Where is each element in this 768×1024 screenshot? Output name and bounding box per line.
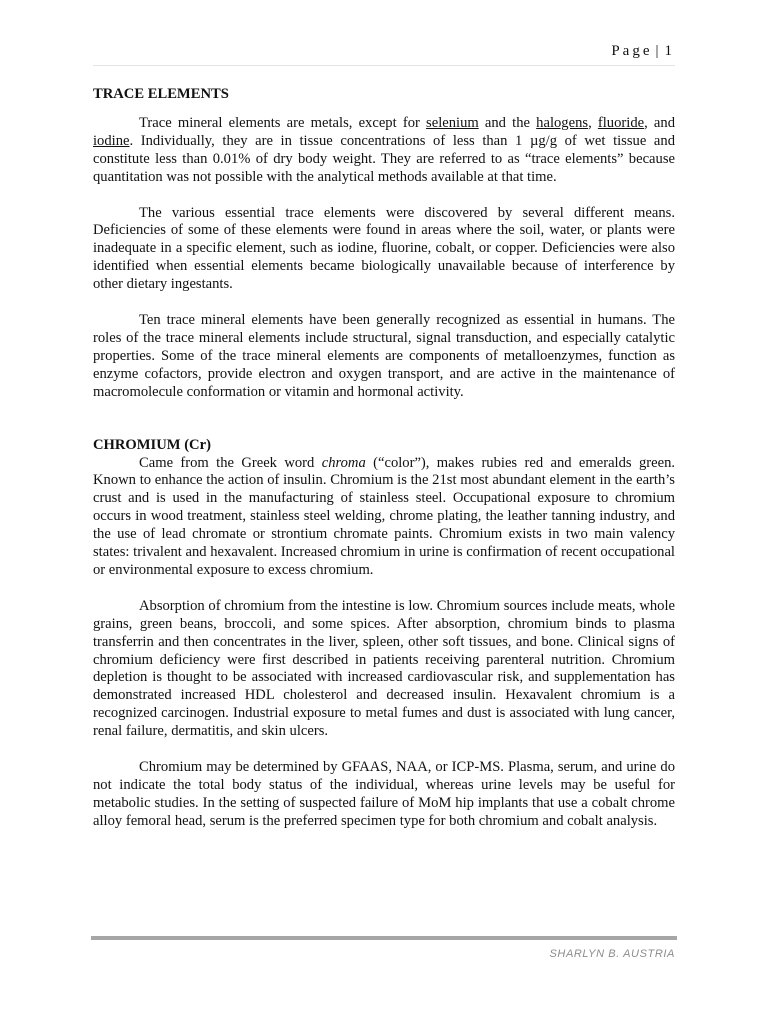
- text-run: Came from the Greek word: [139, 454, 322, 471]
- section-gap: [93, 402, 675, 437]
- page-number: 1: [664, 43, 675, 59]
- link-fluoride[interactable]: fluoride: [597, 114, 645, 131]
- text-run: . Individually, they are in tissue concentrations of less than 1 µg/g of wet tissue and constitute less than 0.01% of dry body weight. They are referred to as “trace elements” because quantitation was not possible with the analytical methods available at that time.: [93, 132, 675, 185]
- text-run: ,: [588, 114, 598, 131]
- paragraph-discovery: The various essential trace elements were discovered by several different means. Deficiencies of some of these elements were found in areas where the soil, water, or plants were inadequate in a specific element, such as iodine, fluorine, cobalt, or copper. Deficiencies were also identified when essential elements became biologically unavailable because of interference by other dietary ingestants.: [93, 204, 675, 293]
- text-run: (“color”), makes rubies red and emeralds green. Known to enhance the action of insulin. Chromium is the 21st most abundant element in the earth’s crust and is used in the manufacturing of stainless steel. Occupational exposure to chromium occurs in wood treatment, stainless steel welding, chrome plating, the leather tanning industry, and the use of lead chromate or strontium chromate paints. Chromium exists in two main valency states: trivalent and hexavalent. Increased chromium in urine is confirmation of recent occupational or environmental exposure to excess chromium.: [93, 454, 676, 578]
- text-run: Trace mineral elements are metals, except for: [139, 114, 427, 131]
- footer-divider: [91, 936, 677, 940]
- link-halogens[interactable]: halogens: [536, 114, 589, 131]
- text-run: and the: [478, 114, 537, 131]
- paragraph-gap: [93, 741, 675, 759]
- italic-term-chroma: chroma: [321, 454, 366, 471]
- paragraph-chromium-analysis: Chromium may be determined by GFAAS, NAA, or ICP-MS. Plasma, serum, and urine do not indicate the total body status of the individual, whereas urine levels may be useful for metabolic studies. In the setting of suspected failure of MoM hip implants that use a cobalt chrome alloy femoral head, serum is the preferred specimen type for both chromium and cobalt analysis.: [93, 759, 675, 829]
- paragraph-chromium-origin: [93, 455, 675, 580]
- header-separator: |: [655, 43, 662, 59]
- paragraph-chromium-absorption: Absorption of chromium from the intestine is low. Chromium sources include meats, whole grains, green beans, broccoli, and some spices. After absorption, chromium binds to plasma transferrin and then concentrates in the liver, spleen, other soft tissues, and bone. Clinical signs of chromium deficiency were first described in patients receiving parenteral nutrition. Chromium depletion is thought to be associated with increased cardiovascular risk, and supplementation has demonstrated increased HDL cholesterol and decreased insulin. Hexavalent chromium is a recognized carcinogen. Industrial exposure to metal fumes and dust is associated with lung cancer, renal failure, dermatitis, and skin ulcers.: [93, 597, 675, 740]
- page-header: [93, 43, 675, 66]
- text-run: , and: [644, 114, 675, 131]
- page-label: Page: [611, 43, 653, 59]
- paragraph-gap: [93, 580, 675, 598]
- document-body: [93, 86, 675, 831]
- section-heading-chromium: CHROMIUM (Cr): [93, 436, 211, 453]
- section-heading-trace-elements: TRACE ELEMENTS: [93, 86, 229, 102]
- paragraph-gap: [93, 187, 675, 205]
- link-selenium[interactable]: selenium: [426, 114, 479, 131]
- paragraph-trace-intro: [93, 115, 675, 187]
- footer-author: SHARLYN B. AUSTRIA: [549, 948, 675, 960]
- link-iodine[interactable]: iodine: [93, 132, 130, 149]
- paragraph-essential-roles: Ten trace mineral elements have been generally recognized as essential in humans. The roles of the trace mineral elements include structural, signal transduction, and especially catalytic properties. Some of the trace mineral elements are components of metalloenzymes, function as enzyme cofactors, provide electron and oxygen transport, and are active in the maintenance of macromolecule conformation or vitamin and hormonal activity.: [93, 312, 675, 400]
- paragraph-gap: [93, 294, 675, 312]
